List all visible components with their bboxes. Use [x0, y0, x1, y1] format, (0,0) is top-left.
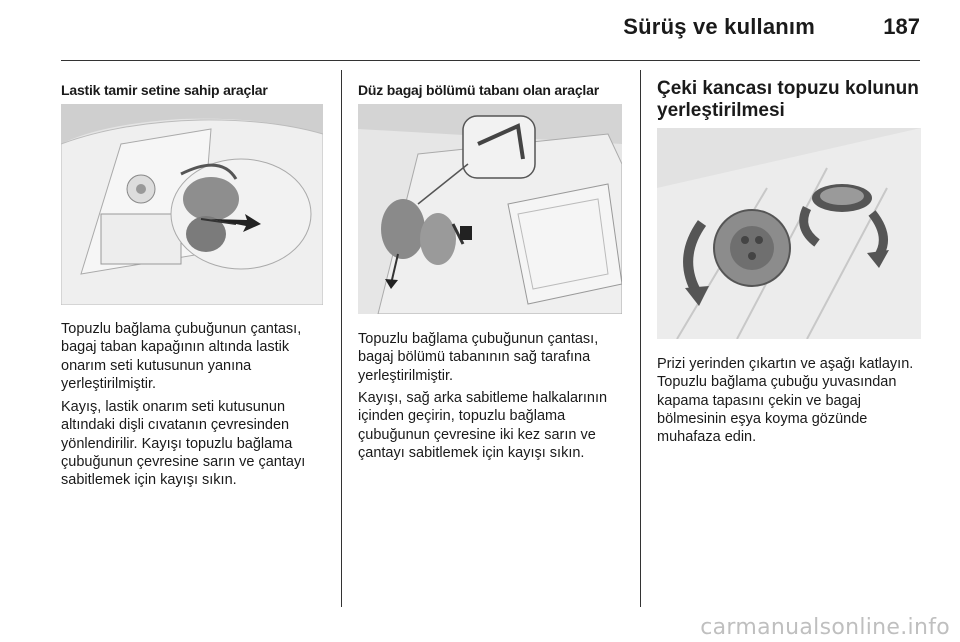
column-2-heading-wrap: [358, 82, 623, 98]
column-1-heading-wrap: [61, 82, 323, 98]
section-heading: Çeki kancası topuzu kolunun yerleştirilmesi: [657, 78, 919, 121]
body-paragraph: Prizi yerinden çıkartın ve aşağı katlayın. Topuzlu bağlama çubuğu yuvasından kapama tapasını çekin ve bagaj bölmesinin eşya koyma gözünde muhafaza edin.: [657, 356, 914, 446]
column-3-heading-wrap: [657, 78, 922, 122]
column-divider: [640, 70, 641, 607]
flat-trunk-floor-illustration: [358, 104, 622, 314]
header-rule: [61, 60, 920, 61]
page-number: 187: [883, 14, 920, 39]
tow-hook-socket-illustration: [657, 128, 921, 339]
watermark: carmanualsonline.info: [700, 615, 950, 640]
section-heading: Düz bagaj bölümü tabanı olan araçlar: [358, 82, 599, 98]
trunk-repair-kit-illustration: [61, 104, 323, 305]
section-heading: Lastik tamir setine sahip araçlar: [61, 82, 268, 98]
body-paragraph: Kayış, lastik onarım seti kutusunun altındaki dişli cıvatanın çevresinden yönlendirilir. Kayışı topuzlu bağlama çubuğunun çevresine sarın ve çantayı sabitlemek için kayışı sıkın.: [61, 399, 306, 489]
body-paragraph: Kayışı, sağ arka sabitleme halkalarının içinden geçirin, topuzlu bağlama çubuğunun çevresine iki kez sarın ve çantayı sabitlemek için kayışı sıkın.: [358, 390, 608, 461]
body-paragraph: Topuzlu bağlama çubuğunun çantası, bagaj bölümü tabanının sağ tarafına yerleştirilmiştir.: [358, 331, 599, 384]
column-divider: [341, 70, 342, 607]
running-header-title: Sürüş ve kullanım: [623, 14, 815, 39]
body-paragraph: Topuzlu bağlama çubuğunun çantası, bagaj taban kapağının altında lastik onarım seti kutusunun yanına yerleştirilmiştir.: [61, 321, 302, 392]
